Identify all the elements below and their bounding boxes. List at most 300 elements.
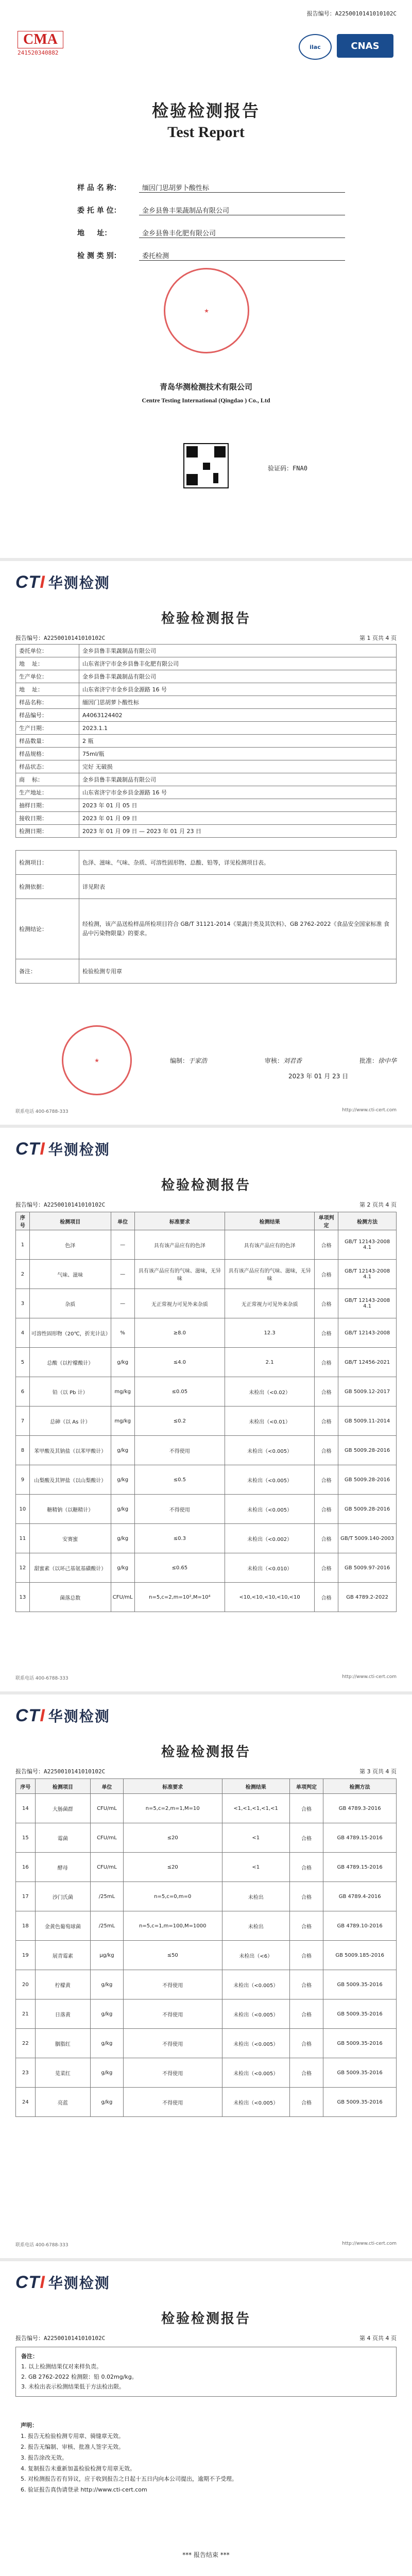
sign-date: 2023 年 01 月 23 日 — [288, 1073, 349, 1080]
info-label: 地 址： — [16, 683, 79, 696]
info-label: 样品数量： — [16, 735, 79, 748]
inspection-seal: ★ — [62, 1025, 132, 1095]
column-header: 序号 — [16, 1779, 36, 1794]
cover-title-cn: 检验检测报告 — [151, 101, 260, 121]
table-cell: GB 5009.28-2016 — [338, 1436, 397, 1465]
table-cell: 不得使用 — [123, 2058, 222, 2088]
table-cell: GB 5009.35-2016 — [323, 2088, 397, 2117]
table-cell: 5 — [16, 1348, 30, 1377]
column-header: 检测方法 — [338, 1212, 397, 1230]
table-row — [16, 2088, 397, 2117]
results-table-2 — [15, 1778, 397, 2117]
column-header: 单位 — [111, 1212, 134, 1230]
table-cell: 合格 — [315, 1377, 338, 1406]
table-cell: n=5,c=2,m=1,M=10 — [123, 1794, 222, 1823]
table-cell: 合格 — [315, 1230, 338, 1260]
table-cell: 不得使用 — [134, 1436, 225, 1465]
table-cell: GB 5009.35-2016 — [323, 2058, 397, 2088]
info-label: 样品规格： — [16, 748, 79, 760]
table-cell: 合格 — [315, 1524, 338, 1553]
cover-company-en: Centre Testing International (Qingdao ) Co., Ltd — [142, 397, 270, 404]
info-row — [16, 748, 397, 760]
cover-field: 样 品 名 称： 缅因门思胡萝卜酸性标 — [77, 170, 345, 193]
table-cell: ≤20 — [123, 1823, 222, 1853]
table-cell: GB 5009.11-2014 — [338, 1406, 397, 1436]
info-row — [16, 773, 397, 786]
info-label: 抽样日期： — [16, 799, 79, 812]
column-header: 检测结果 — [225, 1212, 315, 1230]
table-cell: GB/T 12143-2008 4.1 — [338, 1289, 397, 1318]
table-cell: GB 4789.4-2016 — [323, 1882, 397, 1911]
table-cell: ≤4.0 — [134, 1348, 225, 1377]
info-label: 生产单位： — [16, 670, 79, 683]
table-cell: n=5,c=2,m=10²,M=10⁴ — [134, 1583, 225, 1612]
info-label: 委托单位： — [16, 645, 79, 657]
table-cell: 合格 — [289, 2058, 323, 2088]
table-cell: 9 — [16, 1465, 30, 1495]
table-cell: ≤0.3 — [134, 1524, 225, 1553]
table-cell: — — [111, 1230, 134, 1260]
table-cell: 苋菜红 — [35, 2058, 90, 2088]
summary-info-table — [15, 644, 397, 838]
table-cell: 2.1 — [225, 1348, 315, 1377]
statement-box: 声明： 1. 报告无检验检测专用章、骑缝章无效。 2. 报告无编制、审核、批准人签字无效。 3. 报告涂改无效。 4. 复制报告未重新加盖检验检测专用章无效。 5. 对检测报告若有异议，应于收到报告之日起十五日内向本公司提出，逾期不予受理。 6. 验证报告真伪请登录 http://www.cti-cert.com — [15, 2416, 397, 2500]
info-value: 2023 年 01 月 09 日 — [79, 812, 397, 825]
table-cell: 沙门氏菌 — [35, 1882, 90, 1911]
table-cell: GB 5009.28-2016 — [338, 1495, 397, 1524]
table-row — [16, 1260, 397, 1289]
cti-logo: CTI 华测检测 — [15, 2272, 110, 2292]
page-title: 检验检测报告 — [161, 1744, 251, 1760]
info-row — [16, 799, 397, 812]
table-cell: g/kg — [91, 2058, 124, 2088]
page-separator — [0, 1125, 412, 1128]
table-cell: GB/T 12143-2008 4.1 — [338, 1260, 397, 1289]
table-cell: 合格 — [315, 1495, 338, 1524]
table-cell: GB 4789.15-2016 — [323, 1853, 397, 1882]
ilac-logo: ilac — [299, 34, 332, 60]
table-cell: 合格 — [289, 1794, 323, 1823]
table-cell: 合格 — [315, 1348, 338, 1377]
info-row — [16, 683, 397, 696]
summary-detail-table: 检测项目： 色泽、滋味、气味、杂质、可溶性固形物、总酸、铅等，详见检测项目表。 检测依据： 详见附表 检测结论： 经检测，该产品送检样品所检项目符合 GB/T 31121-2014《果蔬汁类及其饮料》、GB 2762-2022《食品安全国家标准 食品中污染物限量》的要求。 备注： 检验检测专用章 — [15, 850, 397, 984]
info-row — [16, 670, 397, 683]
table-cell: 合格 — [289, 1970, 323, 1999]
statement-line: 3. 报告涂改无效。 — [21, 2454, 67, 2461]
page-title: 检验检测报告 — [161, 2311, 251, 2327]
table-cell: <1 — [222, 1853, 289, 1882]
table-cell: 霉菌 — [35, 1823, 90, 1853]
verify-code: 验证码：FNA0 — [268, 465, 307, 472]
table-cell: 安赛蜜 — [29, 1524, 111, 1553]
table-cell: <1,<1,<1,<1,<1 — [222, 1794, 289, 1823]
results-table-1 — [15, 1212, 397, 1612]
info-value: 山东省济宁市金乡县金源路 16 号 — [79, 683, 397, 696]
table-cell: 未检出（<0.005） — [222, 2029, 289, 2058]
table-cell: 合格 — [315, 1583, 338, 1612]
table-cell: 菌落总数 — [29, 1583, 111, 1612]
table-cell: 21 — [16, 1999, 36, 2029]
table-cell: 酵母 — [35, 1853, 90, 1882]
page-separator — [0, 558, 412, 561]
info-value: 缅因门思胡萝卜酸性标 — [79, 696, 397, 709]
info-value: A4063124402 — [79, 709, 397, 722]
table-cell: GB 4789.3-2016 — [323, 1794, 397, 1823]
results-page-1 — [0, 1128, 412, 1690]
table-row — [16, 1524, 397, 1553]
table-cell: 未检出（<0.005） — [225, 1436, 315, 1465]
table-cell: 12.3 — [225, 1318, 315, 1348]
table-cell: GB/T 12143-2008 4.1 — [338, 1230, 397, 1260]
column-header: 检测项目 — [35, 1779, 90, 1794]
cma-number: 241520340882 — [18, 49, 59, 56]
table-cell: 未检出（<0.005） — [222, 1970, 289, 1999]
cover-field: 地 址： 金乡县鲁丰化肥有限公司 — [77, 215, 345, 238]
summary-page — [0, 562, 412, 1123]
table-cell: ≤20 — [123, 1853, 222, 1882]
table-cell: GB/T 12456-2021 — [338, 1348, 397, 1377]
table-cell: 可溶性固形物（20℃，折光计法） — [29, 1318, 111, 1348]
table-cell: GB 4789.10-2016 — [323, 1911, 397, 1941]
column-header: 单项判定 — [289, 1779, 323, 1794]
table-cell: 展青霉素 — [35, 1941, 90, 1970]
table-cell: 17 — [16, 1882, 36, 1911]
info-value: 金乡县鲁丰果蔬制品有限公司 — [79, 670, 397, 683]
table-cell: 合格 — [315, 1436, 338, 1465]
table-cell: 合格 — [289, 1999, 323, 2029]
table-cell: g/kg — [111, 1553, 134, 1583]
cover-company-cn: 青岛华测检测技术有限公司 — [159, 382, 252, 392]
table-cell: 4 — [16, 1318, 30, 1348]
table-cell: ≤50 — [123, 1941, 222, 1970]
table-cell: ≤0.5 — [134, 1465, 225, 1495]
table-cell: 合格 — [289, 1853, 323, 1882]
table-cell: 气味、滋味 — [29, 1260, 111, 1289]
table-cell: GB/T 5009.140-2003 — [338, 1524, 397, 1553]
info-row — [16, 696, 397, 709]
table-row — [16, 1999, 397, 2029]
table-cell: 不得使用 — [123, 2088, 222, 2117]
statement-line: 6. 验证报告真伪请登录 http://www.cti-cert.com — [21, 2486, 147, 2494]
table-row — [16, 1583, 397, 1612]
table-cell: CFU/mL — [91, 1853, 124, 1882]
table-row — [16, 1465, 397, 1495]
cover-fields — [77, 170, 345, 261]
table-cell: 未检出（<0.005） — [225, 1465, 315, 1495]
notes-page — [0, 2262, 412, 2576]
info-row — [16, 735, 397, 748]
table-cell: 未检出（<0.005） — [222, 2058, 289, 2088]
table-cell: 24 — [16, 2088, 36, 2117]
table-cell: g/kg — [91, 2088, 124, 2117]
table-cell: 1 — [16, 1230, 30, 1260]
info-label: 样品状态： — [16, 760, 79, 773]
table-cell: /25mL — [91, 1882, 124, 1911]
table-cell: ≤0.2 — [134, 1406, 225, 1436]
table-row — [16, 1495, 397, 1524]
column-header: 检测方法 — [323, 1779, 397, 1794]
table-cell: 15 — [16, 1823, 36, 1853]
table-row — [16, 1941, 397, 1970]
table-cell: GB 4789.2-2022 — [338, 1583, 397, 1612]
info-value: 2023 年 01 月 09 日 — 2023 年 01 月 23 日 — [79, 825, 397, 838]
table-cell: 具有该产品应有的气味、滋味，无异味 — [134, 1260, 225, 1289]
page-separator — [0, 1691, 412, 1694]
table-cell: 合格 — [289, 1882, 323, 1911]
table-row — [16, 1348, 397, 1377]
table-row — [16, 2058, 397, 2088]
info-value: 2023.1.1 — [79, 722, 397, 735]
table-cell: 未检出（<6） — [222, 1941, 289, 1970]
table-cell: 22 — [16, 2029, 36, 2058]
table-cell: 色泽 — [29, 1230, 111, 1260]
note-line: 1. 以上检测结果仅对来样负责。 — [21, 2363, 102, 2370]
table-cell: 具有该产品应有的气味、滋味，无异味 — [225, 1260, 315, 1289]
table-cell: n=5,c=0,m=0 — [123, 1882, 222, 1911]
info-row — [16, 645, 397, 657]
table-cell: 7 — [16, 1406, 30, 1436]
page-footer: 联系电话 400-6788-333 http://www.cti-cert.com — [15, 1674, 397, 1681]
table-cell: 16 — [16, 1853, 36, 1882]
info-row — [16, 760, 397, 773]
table-row — [16, 1794, 397, 1823]
column-header: 标准要求 — [123, 1779, 222, 1794]
cma-mark: CMA — [18, 31, 63, 48]
table-cell: 未检出（<0.005） — [222, 1999, 289, 2029]
table-cell: 不得使用 — [123, 1970, 222, 1999]
info-value: 金乡县鲁丰果蔬制品有限公司 — [79, 645, 397, 657]
table-cell: 不得使用 — [134, 1495, 225, 1524]
table-cell: 20 — [16, 1970, 36, 1999]
table-cell: g/kg — [111, 1348, 134, 1377]
info-label: 样品编号： — [16, 709, 79, 722]
table-row — [16, 1377, 397, 1406]
column-header: 检测结果 — [222, 1779, 289, 1794]
info-row — [16, 709, 397, 722]
table-cell: 不得使用 — [123, 1999, 222, 2029]
table-cell: GB/T 12143-2008 — [338, 1318, 397, 1348]
statement-line: 1. 报告无检验检测专用章、骑缝章无效。 — [21, 2432, 124, 2439]
info-label: 接收日期： — [16, 812, 79, 825]
info-value: 2 瓶 — [79, 735, 397, 748]
statement-line: 5. 对检测报告若有异议，应于收到报告之日起十五日内向本公司提出，逾期不予受理。 — [21, 2476, 237, 2483]
cma-logo — [18, 31, 79, 56]
table-cell: GB 5009.97-2016 — [338, 1553, 397, 1583]
cover-page: 报告编号：A2250010141010102C CMA 241520340882 ilac CNAS 检验检测报告 Test Report 样 品 名 称： 缅因门思胡萝卜酸性标 委 托 单 位： 金乡县鲁丰果蔬制品有限公司 地 址： 金乡县鲁丰化肥有限公司 检 测 类 别： 委托检测 ★ 青岛华测检测技术有限公司 Centre Testing International (Qingdao ) Co., Ltd 验证码：FNA0 — [0, 0, 412, 556]
table-cell: 合格 — [289, 1941, 323, 1970]
table-cell: 未检出（<0.002） — [225, 1524, 315, 1553]
note-line: 2. GB 2762-2022 检测限：铅 0.02mg/kg。 — [21, 2373, 138, 2380]
table-cell: — — [111, 1260, 134, 1289]
table-cell: 具有该产品应有的色泽 — [134, 1230, 225, 1260]
table-cell: g/kg — [91, 2029, 124, 2058]
table-cell: 未检出 — [222, 1911, 289, 1941]
table-cell: 2 — [16, 1260, 30, 1289]
cti-logo: CTI 华测检测 — [15, 1139, 110, 1159]
table-cell: g/kg — [111, 1495, 134, 1524]
company-seal: ★ — [164, 268, 249, 353]
table-row — [16, 1882, 397, 1911]
table-cell: 合格 — [289, 1911, 323, 1941]
table-cell: 11 — [16, 1524, 30, 1553]
table-row — [16, 1406, 397, 1436]
accreditation-logos — [299, 31, 397, 62]
table-cell: 大肠菌群 — [35, 1794, 90, 1823]
table-cell: 23 — [16, 2058, 36, 2088]
cti-logo: CTI 华测检测 — [15, 1705, 110, 1725]
table-cell: 合格 — [315, 1465, 338, 1495]
table-cell: 合格 — [315, 1289, 338, 1318]
table-cell: 糖精钠（以糖精计） — [29, 1495, 111, 1524]
table-row — [16, 1970, 397, 1999]
table-cell: 10 — [16, 1495, 30, 1524]
report-no-row: 报告编号：A2250010141010102C 第 2 页共 4 页 — [15, 1201, 397, 1208]
table-cell: g/kg — [91, 1970, 124, 1999]
info-label: 检测日期： — [16, 825, 79, 838]
table-row — [16, 1230, 397, 1260]
table-cell: GB 5009.12-2017 — [338, 1377, 397, 1406]
page-title: 检验检测报告 — [161, 1178, 251, 1193]
table-cell: 6 — [16, 1377, 30, 1406]
table-cell: CFU/mL — [91, 1794, 124, 1823]
table-cell: n=5,c=1,m=100,M=1000 — [123, 1911, 222, 1941]
page-footer: 联系电话 400-6788-333 http://www.cti-cert.com — [15, 1108, 397, 1114]
table-cell: GB 5009.185-2016 — [323, 1941, 397, 1970]
table-cell: 合格 — [315, 1406, 338, 1436]
table-cell: 柠檬黄 — [35, 1970, 90, 1999]
table-cell: <1 — [222, 1823, 289, 1853]
table-cell: 亮蓝 — [35, 2088, 90, 2117]
results-page-2 — [0, 1695, 412, 2257]
table-cell: 总砷（以 As 计） — [29, 1406, 111, 1436]
table-cell: 未检出（<0.005） — [225, 1495, 315, 1524]
table-cell: 未检出（<0.010） — [225, 1553, 315, 1583]
table-cell: 合格 — [289, 1823, 323, 1853]
table-cell: 合格 — [315, 1318, 338, 1348]
info-label: 生产地址： — [16, 786, 79, 799]
info-row — [16, 825, 397, 838]
table-cell: <10,<10,<10,<10,<10 — [225, 1583, 315, 1612]
table-cell: 未检出 — [222, 1882, 289, 1911]
table-cell: 胭脂红 — [35, 2029, 90, 2058]
table-cell: 未检出（<0.005） — [222, 2088, 289, 2117]
info-row — [16, 722, 397, 735]
table-cell: 甜蜜素（以环己基氨基磺酸计） — [29, 1553, 111, 1583]
page-title: 检验检测报告 — [161, 611, 251, 626]
info-value: 2023 年 01 月 05 日 — [79, 799, 397, 812]
report-no-row: 报告编号：A2250010141010102C 第 3 页共 4 页 — [15, 1768, 397, 1775]
info-row — [16, 786, 397, 799]
table-row — [16, 1289, 397, 1318]
statement-line: 4. 复制报告未重新加盖检验检测专用章无效。 — [21, 2465, 135, 2472]
table-cell: 19 — [16, 1941, 36, 1970]
table-cell: mg/kg — [111, 1377, 134, 1406]
note-line: 3. 未检出表示检测结果低于方法检出限。 — [21, 2383, 125, 2391]
table-cell: GB 5009.35-2016 — [323, 1999, 397, 2029]
report-end: *** 报告结束 *** — [182, 2551, 230, 2558]
table-cell: 合格 — [315, 1260, 338, 1289]
table-cell: — — [111, 1289, 134, 1318]
table-cell: 14 — [16, 1794, 36, 1823]
page-separator — [0, 2258, 412, 2261]
table-cell: GB 4789.15-2016 — [323, 1823, 397, 1853]
column-header: 标准要求 — [134, 1212, 225, 1230]
table-cell: 合格 — [289, 2088, 323, 2117]
table-cell: 3 — [16, 1289, 30, 1318]
cover-field: 委 托 单 位： 金乡县鲁丰果蔬制品有限公司 — [77, 193, 345, 215]
table-row — [16, 1436, 397, 1465]
column-header: 单位 — [91, 1779, 124, 1794]
table-cell: 无正常视力可见外来杂质 — [134, 1289, 225, 1318]
notes-box: 备注： 1. 以上检测结果仅对来样负责。 2. GB 2762-2022 检测限：铅 0.02mg/kg。 3. 未检出表示检测结果低于方法检出限。 — [15, 2347, 397, 2397]
report-no-row: 报告编号：A2250010141010102C 第 1 页共 4 页 — [15, 635, 397, 641]
table-cell: 日落黄 — [35, 1999, 90, 2029]
signatures: 编制：于家浩 审核：刘君香 批准：徐中华 — [170, 1057, 397, 1064]
info-row — [16, 812, 397, 825]
table-row — [16, 1911, 397, 1941]
table-row — [16, 2029, 397, 2058]
table-cell: μg/kg — [91, 1941, 124, 1970]
table-cell: 未检出（<0.01） — [225, 1406, 315, 1436]
table-cell: g/kg — [111, 1465, 134, 1495]
table-cell: mg/kg — [111, 1406, 134, 1436]
table-cell: 8 — [16, 1436, 30, 1465]
table-row — [16, 1853, 397, 1882]
table-cell: 总酸（以柠檬酸计） — [29, 1348, 111, 1377]
table-cell: CFU/mL — [91, 1823, 124, 1853]
table-cell: ≤0.05 — [134, 1377, 225, 1406]
info-label: 地 址： — [16, 657, 79, 670]
table-cell: 18 — [16, 1911, 36, 1941]
table-row — [16, 1823, 397, 1853]
info-label: 商 标： — [16, 773, 79, 786]
column-header: 序号 — [16, 1212, 30, 1230]
table-row — [16, 1318, 397, 1348]
info-value: 山东省济宁市金乡县鲁丰化肥有限公司 — [79, 657, 397, 670]
cnas-logo: CNAS — [337, 34, 393, 58]
verify-qr-code — [183, 443, 229, 488]
table-cell: 金黄色葡萄球菌 — [35, 1911, 90, 1941]
info-label: 生产日期： — [16, 722, 79, 735]
table-cell: g/kg — [91, 1999, 124, 2029]
column-header: 单项判定 — [315, 1212, 338, 1230]
table-cell: GB 5009.28-2016 — [338, 1465, 397, 1495]
table-cell: 未检出（<0.02） — [225, 1377, 315, 1406]
table-cell: 具有该产品应有的色泽 — [225, 1230, 315, 1260]
table-cell: % — [111, 1318, 134, 1348]
info-value: 山东省济宁市金乡县金源路 16 号 — [79, 786, 397, 799]
column-header: 检测项目 — [29, 1212, 111, 1230]
cti-logo: CTI 华测检测 — [15, 572, 110, 592]
table-cell: 铅（以 Pb 计） — [29, 1377, 111, 1406]
table-cell: 合格 — [315, 1553, 338, 1583]
table-cell: 山梨酸及其钾盐（以山梨酸计） — [29, 1465, 111, 1495]
table-cell: 无正常视力可见外来杂质 — [225, 1289, 315, 1318]
table-cell: 杂质 — [29, 1289, 111, 1318]
table-cell: ≤0.65 — [134, 1553, 225, 1583]
cover-field: 检 测 类 别： 委托检测 — [77, 238, 345, 261]
info-row — [16, 657, 397, 670]
cover-title-en: Test Report — [167, 124, 245, 141]
table-cell: 苯甲酸及其钠盐（以苯甲酸计） — [29, 1436, 111, 1465]
info-value: 75ml/瓶 — [79, 748, 397, 760]
table-cell: g/kg — [111, 1436, 134, 1465]
page-footer: 联系电话 400-6788-333 http://www.cti-cert.com — [15, 2241, 397, 2248]
table-cell: 不得使用 — [123, 2029, 222, 2058]
table-cell: 合格 — [289, 2029, 323, 2058]
table-cell: 13 — [16, 1583, 30, 1612]
table-cell: GB 5009.35-2016 — [323, 1970, 397, 1999]
